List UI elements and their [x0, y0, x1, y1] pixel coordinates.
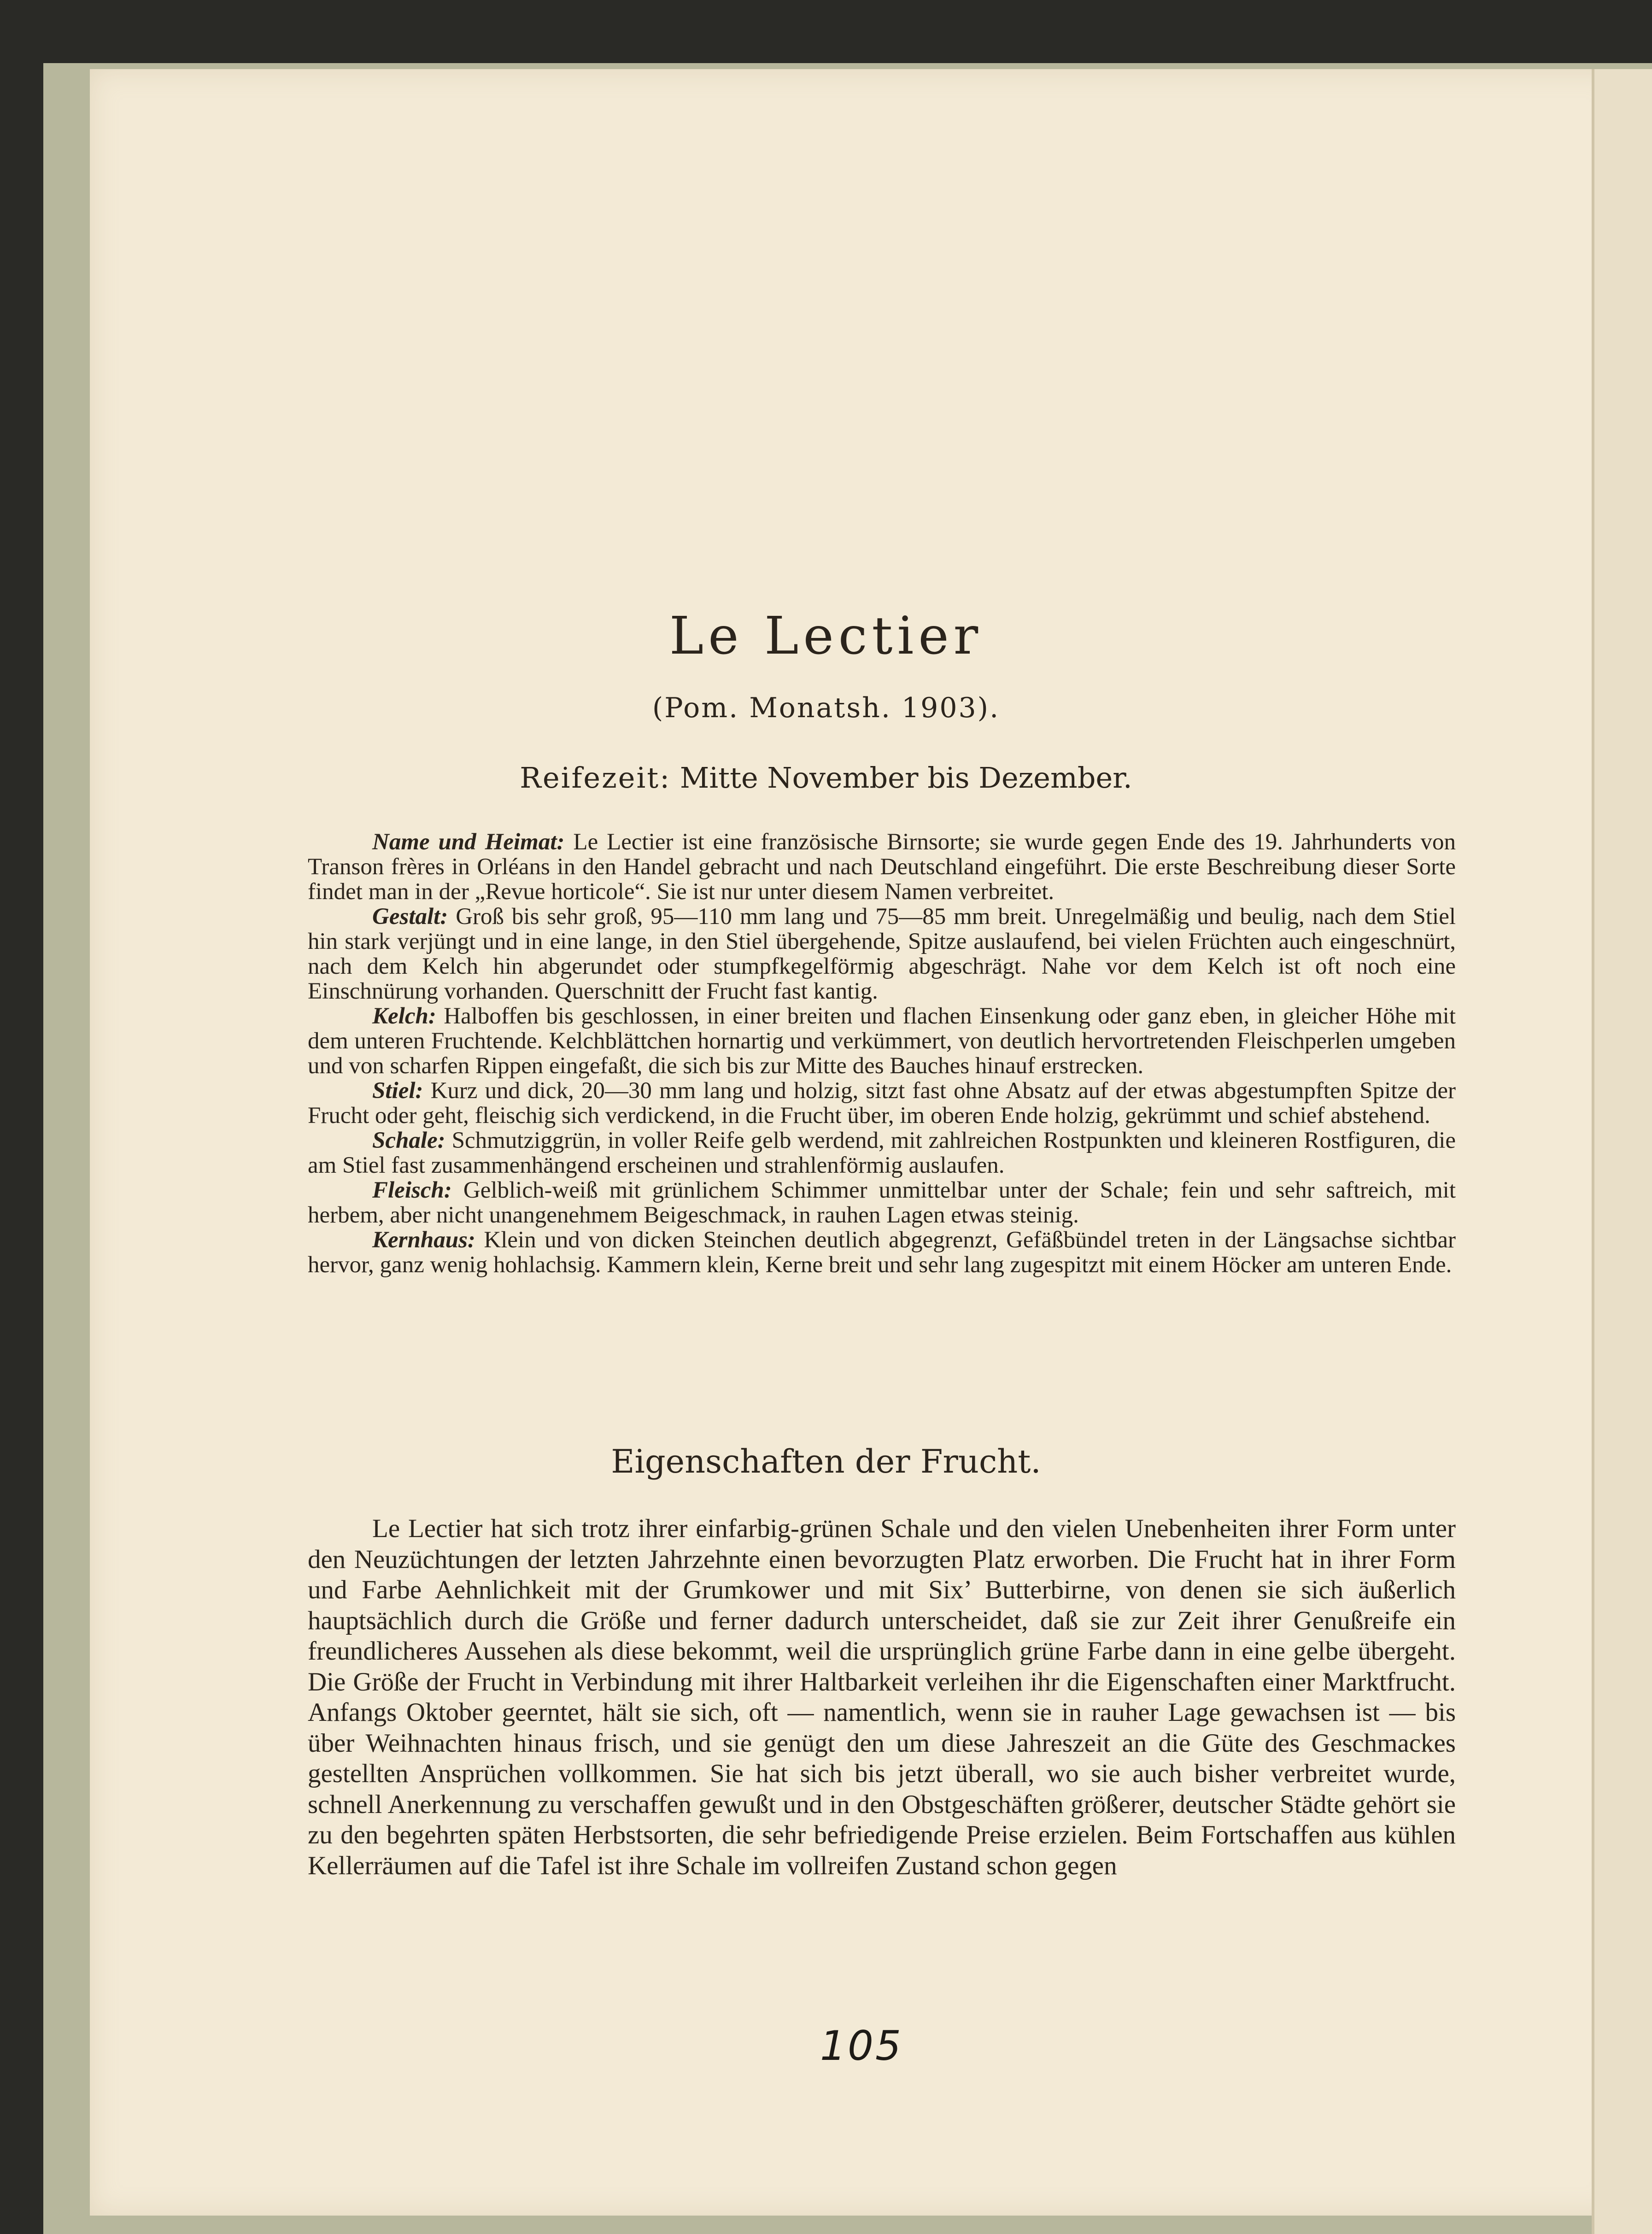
section-term: Fleisch:: [372, 1177, 452, 1203]
section-term: Stiel:: [372, 1078, 423, 1104]
section-text: Schmutziggrün, in voller Reife gelb werdend, mit zahlreichen Rostpunkten und kleineren Rostfiguren, die am Stiel fast zusammenhängend erscheinen und strahlenförmig auslaufen.: [308, 1128, 1456, 1178]
section-text: Gelblich-weiß mit grünlichem Schimmer unmittelbar unter der Schale; fein und sehr saftreich, mit herbem, aber nicht unangenehmem Beigeschmack, in rauhen Lagen etwas steinig.: [308, 1177, 1456, 1228]
section-text: Halboffen bis geschlossen, in einer breiten und flachen Einsenkung oder ganz eben, in gleicher Höhe mit dem unteren Fruchtende. Kelchblättchen hornartig und verkümmert, von deutlich hervortretenden Fleischperlen umgeben und von scharfen Rippen eingefaßt, die sich bis zur Mitte des Bauches hinauf erstrecken.: [308, 1003, 1456, 1079]
section-text: Groß bis sehr groß, 95—110 mm lang und 75—85 mm breit. Unregelmäßig und beulig, nach dem Stiel hin stark verjüngt und in eine lange, in den Stiel übergehende, Spitze auslaufend, bei vielen Früchten auch eingeschnürt, nach dem Kelch hin abgerundet oder stumpfkegelförmig abgeschrägt. Nahe vor dem Kelch ist oft noch eine Einschnürung vorhanden. Querschnitt der Frucht fast kantig.: [308, 904, 1456, 1004]
section-heading: Eigenschaften der Frucht.: [611, 1443, 1041, 1480]
properties-paragraph: Le Lectier hat sich trotz ihrer einfarbig-grünen Schale und den vielen Unebenheiten ihrer Form unter den Neuzüchtungen der letzten Jahrzehnte einen bevorzugten Platz erworben. Die Frucht hat in ihrer Form und Farbe Aehnlichkeit mit der Grumkower und mit Six’ Butterbirne, von denen sie sich äußerlich hauptsächlich durch die Größe und ferner dadurch unterscheidet, daß sie zur Zeit ihrer Genußreife ein freundlicheres Aussehen als diese bekommt, weil die ursprünglich grüne Farbe dann in eine gelbe übergeht. Die Größe der Frucht in Verbindung mit ihrer Haltbarkeit verleihen ihr die Eigenschaften einer Marktfrucht. Anfangs Oktober geerntet, hält sie sich, oft — namentlich, wenn sie in rauher Lage gewachsen ist — bis über Weihnachten hinaus frisch, und sie genügt den um diese Jahreszeit an die Güte des Geschmackes gestellten Ansprüchen vollkommen. Sie hat sich bis jetzt überall, wo sie auch bisher verbreitet wurde, schnell Anerkennung zu verschaffen gewußt und in den Obstgeschäften größerer, deutscher Städte gehört sie zu den begehrten späten Herbstsorten, die sehr befriedigende Preise erzielen. Beim Fortschaffen aus kühlen Kellerräumen auf die Tafel ist ihre Schale im vollreifen Zustand schon gegen: [308, 1514, 1456, 1880]
page-title: Le Lectier: [669, 606, 983, 666]
section-text: Klein und von dicken Steinchen deutlich abgegrenzt, Gefäßbündel treten in der Längsachse sichtbar hervor, ganz wenig hohlachsig. Kammern klein, Kerne breit und sehr lang zugespitzt mit einem Höcker am unteren Ende.: [308, 1227, 1456, 1278]
properties-text: [308, 1514, 1456, 1881]
section-term: Name und Heimat:: [372, 829, 565, 855]
section-name-heimat: [308, 830, 1456, 904]
section-gestalt: [308, 904, 1456, 1004]
section-schale: [308, 1128, 1456, 1178]
page-number: 105: [820, 2022, 903, 2070]
section-fleisch: [308, 1178, 1456, 1228]
section-term: Kernhaus:: [372, 1227, 475, 1253]
section-term: Kelch:: [372, 1003, 436, 1029]
ripening-time: [0, 761, 1652, 795]
ripening-time-label: Reifezeit:: [520, 761, 671, 795]
ripening-time-value: Mitte November bis Dezember.: [680, 761, 1132, 795]
description-block: [308, 830, 1456, 1277]
section-text: Le Lectier ist eine französische Birnsorte; sie wurde gegen Ende des 19. Jahrhunderts von Transon frères in Orléans in den Handel gebracht und nach Deutschland eingeführt. Die erste Beschreibung dieser Sorte findet man in der „Revue horticole“. Sie ist nur unter diesem Namen verbreitet.: [308, 829, 1456, 905]
section-kelch: [308, 1004, 1456, 1078]
next-page-edge: [1592, 69, 1652, 2234]
source-reference: (Pom. Monatsh. 1903).: [652, 692, 1000, 724]
section-kernhaus: [308, 1228, 1456, 1277]
section-term: Schale:: [372, 1128, 445, 1153]
section-stiel: [308, 1078, 1456, 1128]
section-text: Kurz und dick, 20—30 mm lang und holzig, sitzt fast ohne Absatz auf der etwas abgestumpften Spitze der Frucht oder geht, fleischig sich verdickend, in die Frucht über, im oberen Ende holzig, gekrümmt und schief abstehend.: [308, 1078, 1456, 1129]
section-term: Gestalt:: [372, 904, 448, 930]
